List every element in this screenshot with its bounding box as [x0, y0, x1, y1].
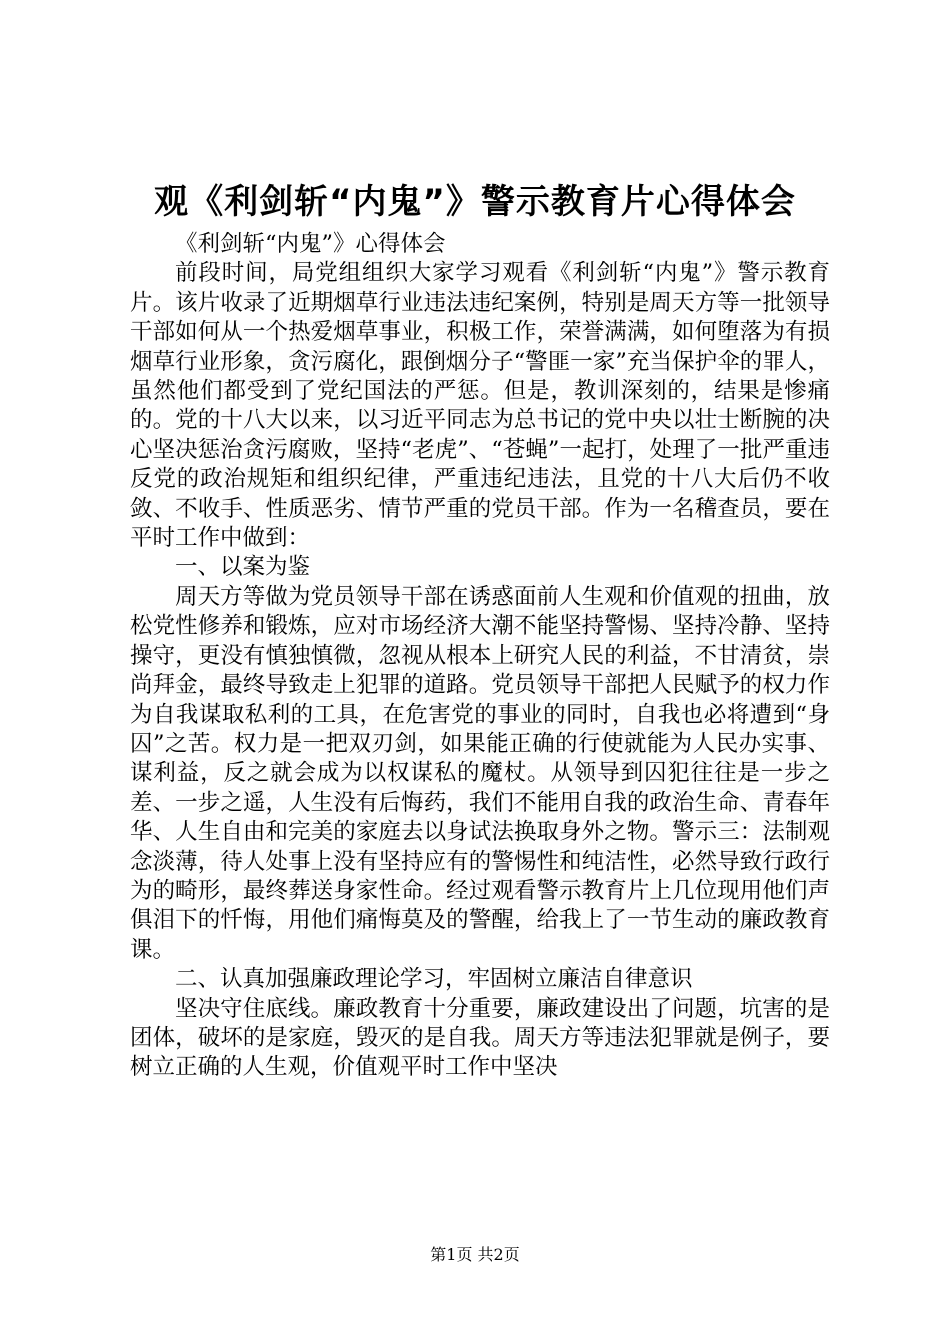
intro-paragraph: 前段时间，局党组组织大家学习观看《利剑斩“内鬼”》警示教育片。该片收录了近期烟草行业违法违纪案例，特别是周天方等一批领导干部如何从一个热爱烟草事业，积极工作，荣誉满满，如何堕落为有损烟草行业形象，贪污腐化，跟倒烟分子“警匪一家”充当保护伞的罪人，虽然他们都受到了党纪国法的严惩。但是，教训深刻的，结果是惨痛的。党的十八大以来，以习近平同志为总书记的党中央以壮士断腕的决心坚决惩治贪污腐败，坚持“老虎”、“苍蝇”一起打，处理了一批严重违反党的政治规矩和组织纪律，严重违纪违法，且党的十八大后仍不收敛、不收手、性质恶劣、情节严重的党员干部。作为一名稽查员，要在平时工作中做到： [130, 260, 830, 552]
page-number-footer: 第1页 共2页 [430, 1245, 520, 1264]
document-title: 观《利剑斩“内鬼”》警示教育片心得体会 [154, 182, 796, 222]
section-heading-2: 二、认真加强廉政理论学习，牢固树立廉洁自律意识 [175, 966, 693, 993]
document-body [130, 230, 830, 1083]
section-1-paragraph: 周天方等做为党员领导干部在诱惑面前人生观和价值观的扭曲，放松党性修养和锻炼，应对市场经济大潮不能坚持警惕、坚持冷静、坚持操守，更没有慎独慎微，忽视从根本上研究人民的利益，不甘清贫，崇尚拜金，最终导致走上犯罪的道路。党员领导干部把人民赋予的权力作为自我谋取私利的工具，在危害党的事业的同时，自我也必将遭到“身囚”之苦。权力是一把双刃剑，如果能正确的行使就能为人民办实事、谋利益，反之就会成为以权谋私的魔杖。从领导到囚犯往往是一步之差、一步之遥，人生没有后悔药，我们不能用自我的政治生命、青春年华、人生自由和完美的家庭去以身试法换取身外之物。警示三：法制观念淡薄，待人处事上没有坚持应有的警惕性和纯洁性，必然导致行政行为的畸形，最终葬送身家性命。经过观看警示教育片上几位现用他们声俱泪下的忏悔，用他们痛悔莫及的警醒，给我上了一节生动的廉政教育课。 [130, 583, 830, 963]
section-heading-1: 一、以案为鉴 [175, 554, 311, 581]
section-2-paragraph: 坚决守住底线。廉政教育十分重要，廉政建设出了问题，坑害的是团体，破坏的是家庭，毁灭的是自我。周天方等违法犯罪就是例子，要树立正确的人生观，价值观平时工作中坚决 [130, 995, 830, 1081]
subtitle-paragraph: 《利剑斩“内鬼”》心得体会 [175, 231, 446, 257]
